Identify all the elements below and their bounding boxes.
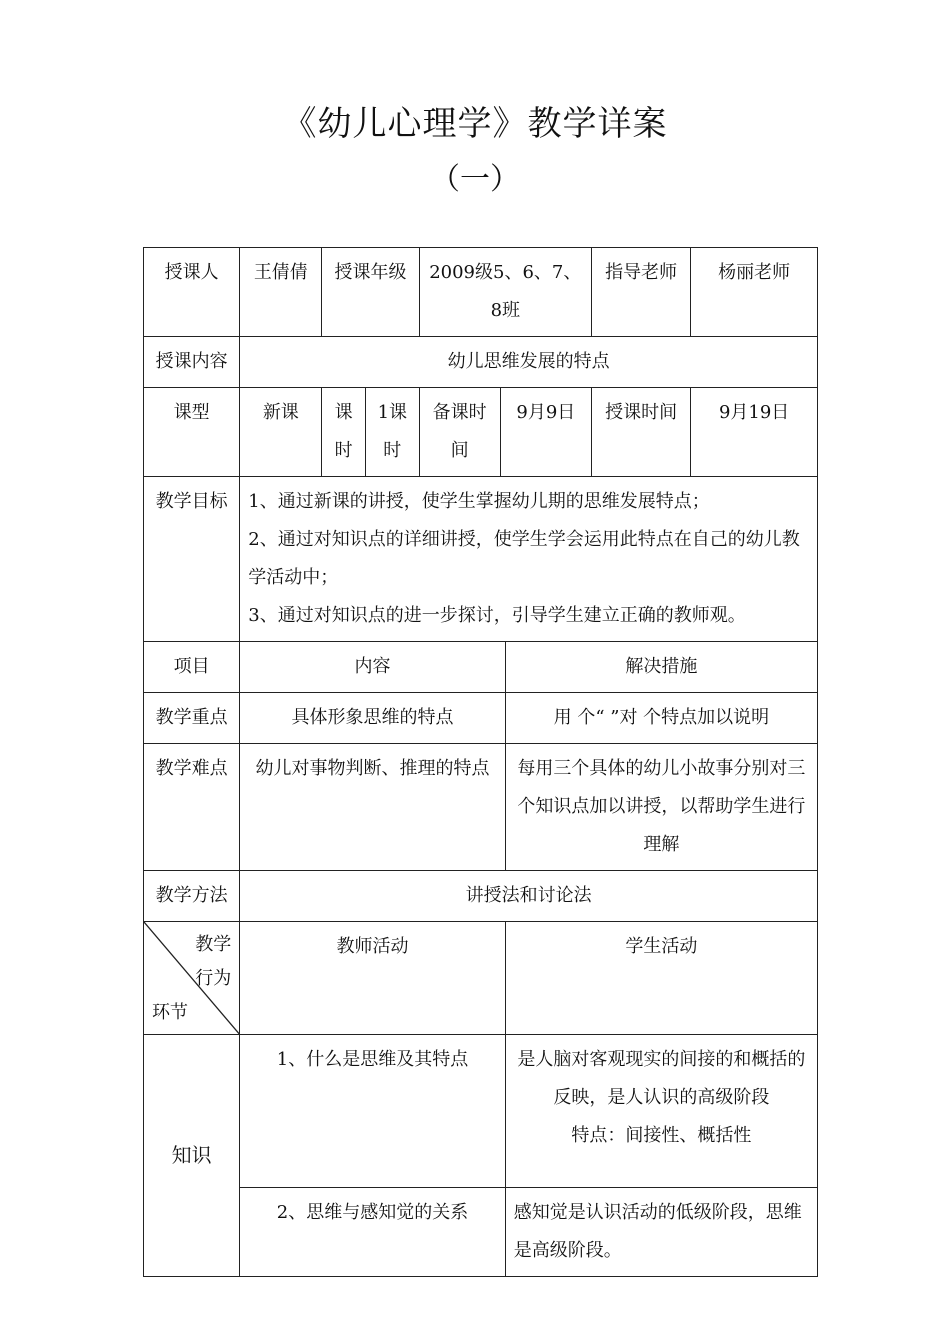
student-activity-header: 学生活动 [505, 922, 817, 1035]
info-row-type [144, 388, 818, 477]
content-header: 内容 [240, 642, 506, 693]
teacher-label: 授课人 [144, 248, 240, 337]
knowledge-student [505, 1035, 817, 1188]
diagonal-header-cell [144, 922, 240, 1035]
items-header-row [144, 642, 818, 693]
knowledge-label: 知识 [171, 1143, 212, 1167]
content-value: 幼儿思维发展的特点 [240, 337, 818, 388]
info-row-content [144, 337, 818, 388]
key-point-measure: 用 个“ ”对 个特点加以说明 [505, 693, 817, 744]
prep-value: 9月9日 [500, 388, 591, 477]
knowledge-student-text: 是人脑对客观现实的间接的和概括的反映，是人认识的高级阶段 [517, 1049, 806, 1108]
knowledge-teacher: 2、思维与感知觉的关系 [240, 1188, 506, 1277]
content-label: 授课内容 [144, 337, 240, 388]
goal-item: 3、通过对知识点的进一步探讨，引导学生建立正确的教师观。 [248, 605, 746, 626]
activity-header-row [144, 922, 818, 1035]
knowledge-teacher: 1、什么是思维及其特点 [240, 1035, 506, 1188]
goals-list [240, 477, 818, 642]
prep-label: 备课时间 [419, 388, 500, 477]
goal-item: 2、通过对知识点的详细讲授，使学生学会运用此特点在自己的幼儿教学活动中； [248, 529, 800, 588]
knowledge-student: 感知觉是认识活动的低级阶段，思维是高级阶段。 [505, 1188, 817, 1277]
diag-label-bottom: 环节 [152, 1002, 188, 1023]
difficulty-row [144, 744, 818, 871]
date-value: 9月19日 [691, 388, 818, 477]
advisor-name: 杨丽老师 [691, 248, 818, 337]
key-point-content: 具体形象思维的特点 [240, 693, 506, 744]
teacher-activity-header: 教师活动 [240, 922, 506, 1035]
date-label: 授课时间 [591, 388, 690, 477]
hours-label: 课时 [322, 388, 366, 477]
diag-label-mid: 行为 [195, 968, 232, 989]
knowledge-row [144, 1035, 818, 1188]
method-value: 讲授法和讨论法 [240, 871, 818, 922]
goals-row [144, 477, 818, 642]
grade-label: 授课年级 [322, 248, 419, 337]
document-title: 《幼儿心理学》教学详案 [282, 104, 668, 144]
document-subtitle: （一） [430, 162, 520, 197]
diag-label-top: 教学 [195, 934, 232, 955]
measures-header: 解决措施 [505, 642, 817, 693]
hours-value: 1课时 [365, 388, 419, 477]
method-label: 教学方法 [144, 871, 240, 922]
difficulty-label: 教学难点 [144, 744, 240, 871]
type-value: 新课 [240, 388, 322, 477]
lesson-plan-table [143, 247, 818, 1277]
item-header: 项目 [144, 642, 240, 693]
teacher-name: 王倩倩 [240, 248, 322, 337]
method-row [144, 871, 818, 922]
goal-item: 1、通过新课的讲授，使学生掌握幼儿期的思维发展特点； [248, 491, 710, 512]
info-row-teacher [144, 248, 818, 337]
key-point-row [144, 693, 818, 744]
difficulty-content: 幼儿对事物判断、推理的特点 [240, 744, 506, 871]
type-label: 课型 [144, 388, 240, 477]
knowledge-row [144, 1188, 818, 1277]
key-point-label: 教学重点 [144, 693, 240, 744]
knowledge-student-extra: 特点：间接性、概括性 [571, 1125, 752, 1146]
difficulty-measure: 每用三个具体的幼儿小故事分别对三个知识点加以讲授，以帮助学生进行理解 [505, 744, 817, 871]
advisor-label: 指导老师 [591, 248, 690, 337]
grade-value: 2009级5、6、7、8班 [419, 248, 591, 337]
goals-label: 教学目标 [144, 477, 240, 642]
knowledge-label-cell [144, 1035, 240, 1277]
